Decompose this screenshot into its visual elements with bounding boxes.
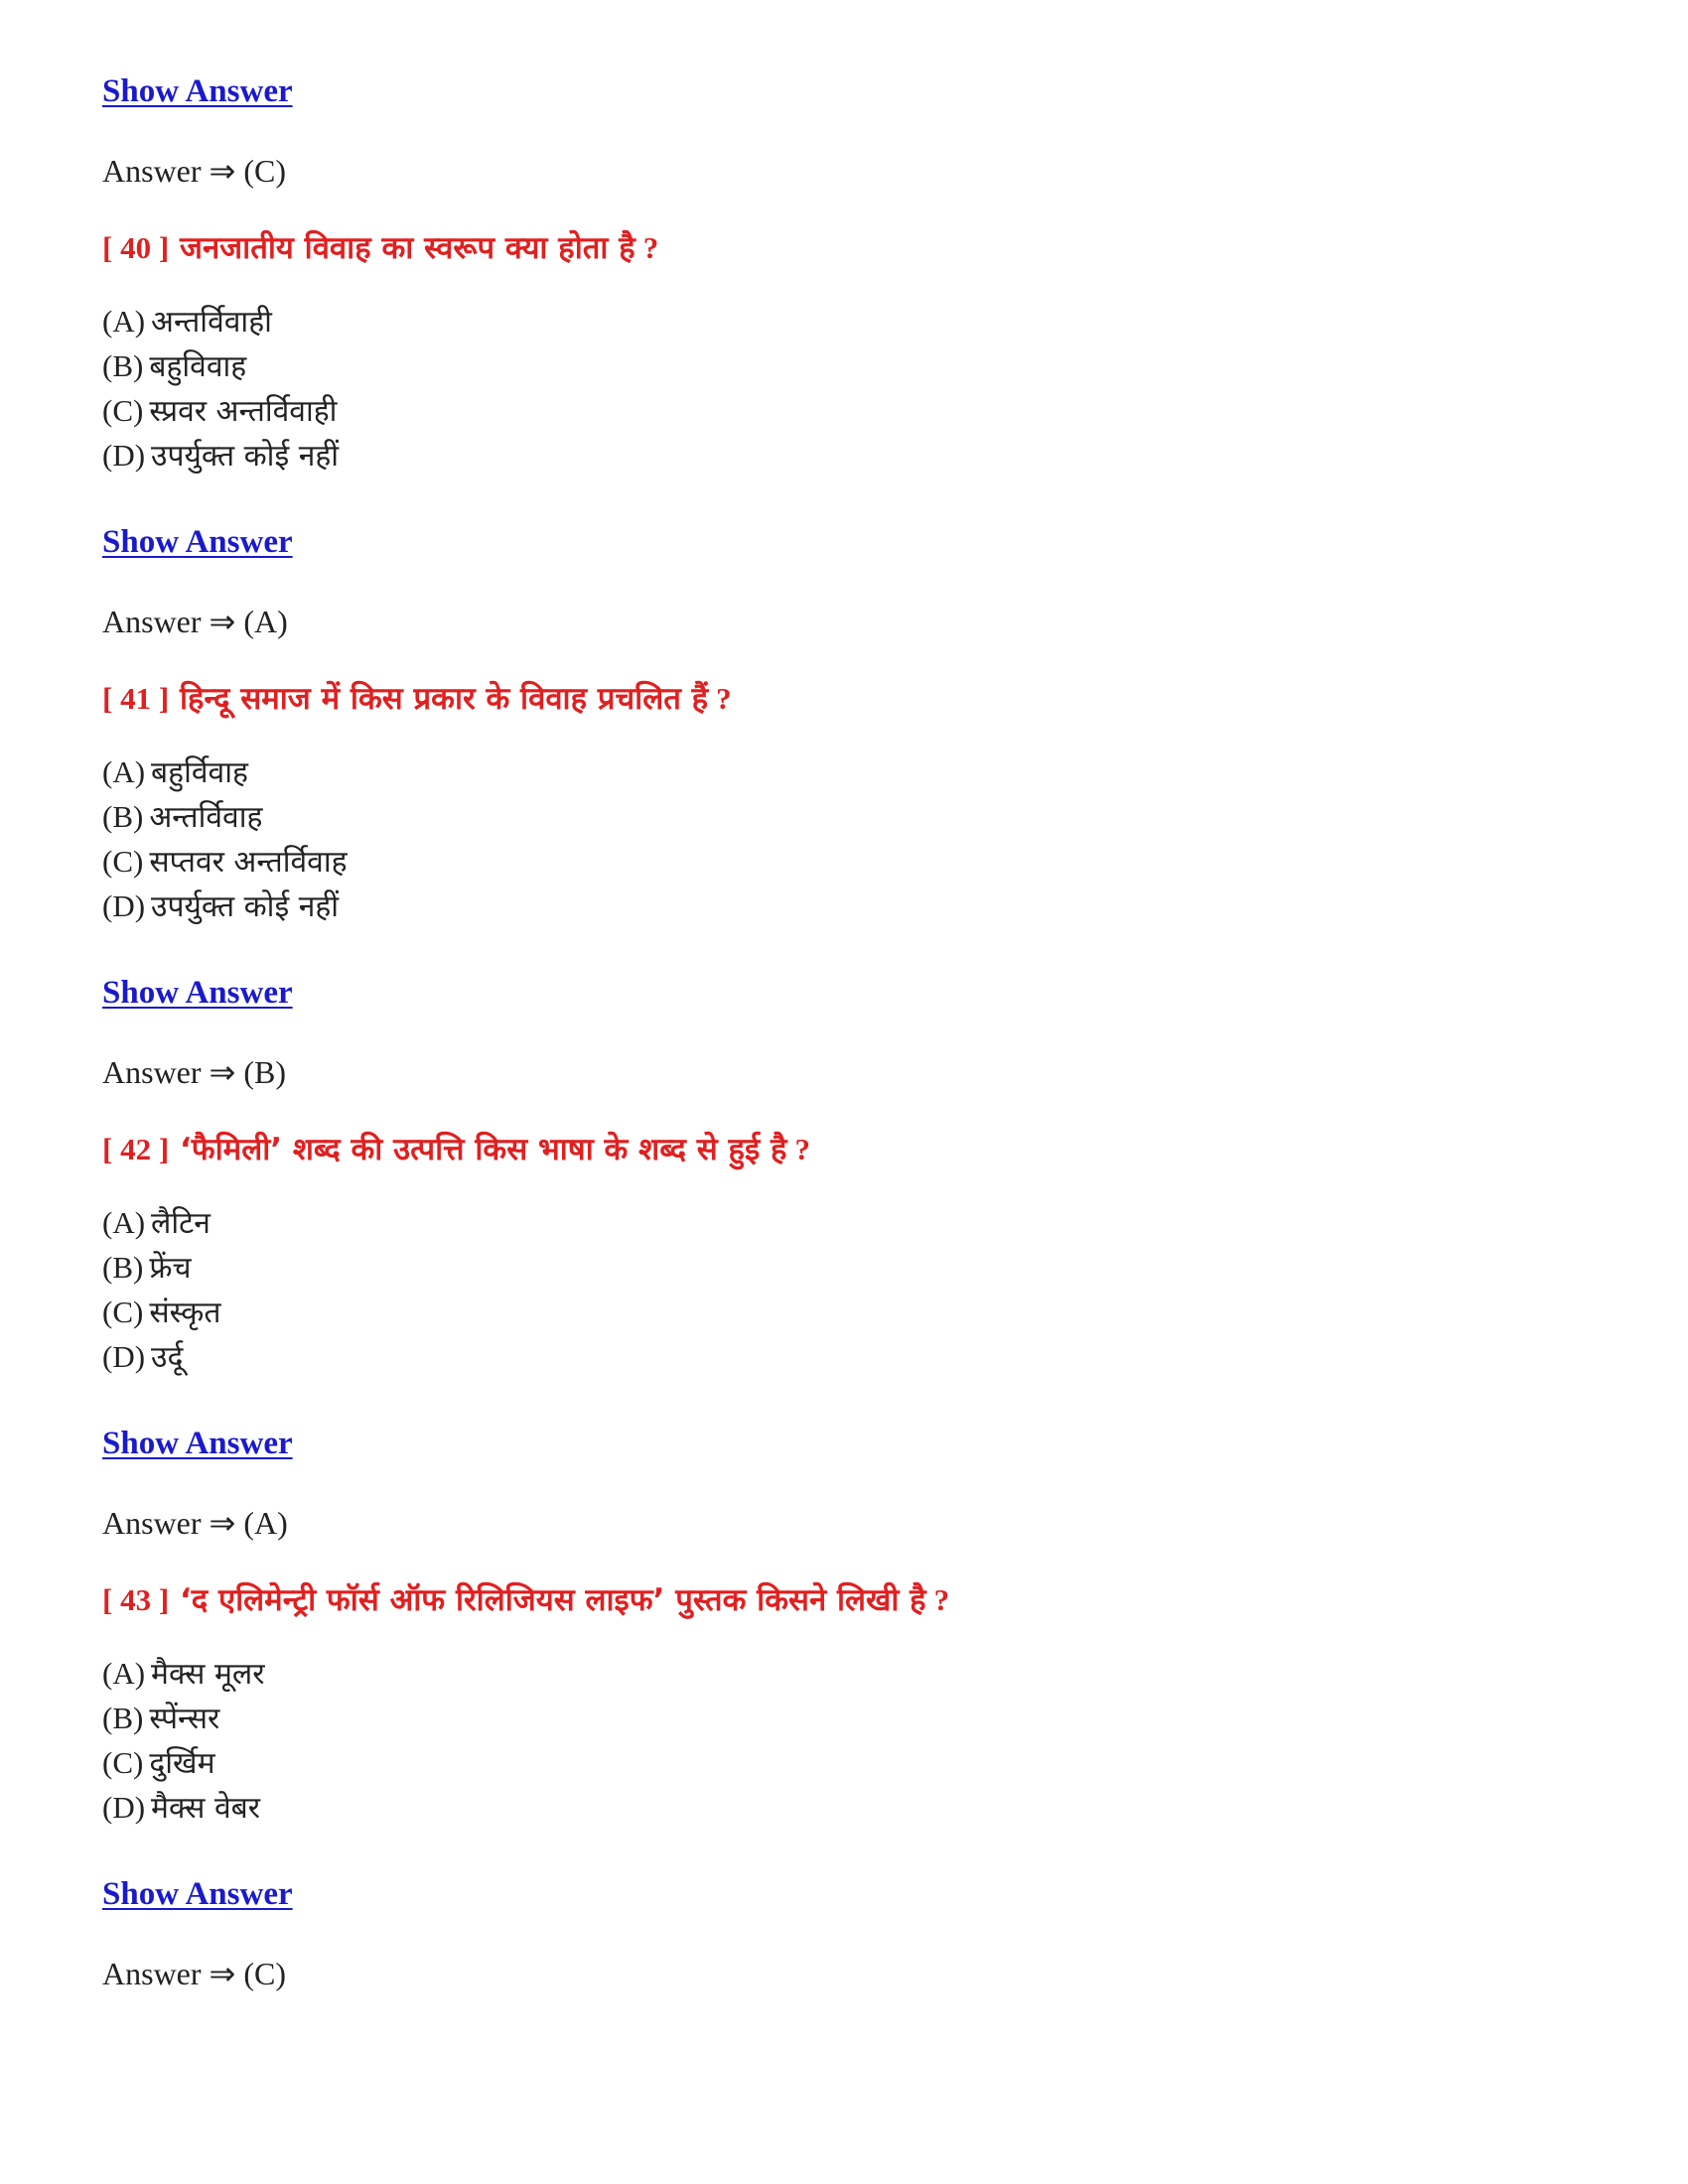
option-b [102,795,1592,840]
option-text: संस्कृत [149,1296,221,1330]
question-mark: ? [716,681,732,716]
show-answer-link[interactable]: Show Answer [102,524,293,560]
option-b [102,1246,1592,1291]
option-key: (C) [102,1295,144,1329]
option-a [102,1652,1592,1697]
option-text: सप्तवर अन्तर्विवाह [149,845,348,880]
answer-text: Answer ⇒ (A) [102,604,288,639]
question-mark: ? [933,1582,950,1617]
answer-text: Answer ⇒ (B) [102,1054,286,1090]
option-c [102,389,1592,434]
option-b [102,1697,1592,1741]
option-key: (D) [102,1339,146,1374]
options-list [102,300,1592,478]
option-text: फ्रेंच [149,1251,192,1286]
question-text: ‘फैमिली’ शब्द की उत्पत्ति किस भाषा के शब्द से हुई है [179,1132,787,1167]
option-text: बहुर्विवाह [151,755,248,790]
options-list [102,1201,1592,1380]
question-heading [102,1578,1592,1622]
option-key: (A) [102,304,146,339]
question-text: ‘द एलिमेन्ट्री फॉर्स ऑफ रिलिजियस लाइफ’ पुस्तक किसने लिखी है [179,1582,926,1618]
question-heading [102,226,1592,270]
option-key: (B) [102,348,144,383]
show-answer-link[interactable]: Show Answer [102,73,293,109]
question-number: [ 43 ] [102,1582,170,1617]
question-text: जनजातीय विवाह का स्वरूप क्या होता है [179,230,635,266]
answer-text: Answer ⇒ (C) [102,153,286,189]
option-a [102,751,1592,795]
option-a [102,300,1592,344]
question-mark: ? [642,230,659,265]
question-text: हिन्दू समाज में किस प्रकार के विवाह प्रचलित हैं [179,681,709,717]
option-text: अन्तर्विवाह [149,800,263,835]
option-key: (D) [102,888,146,923]
options-list [102,751,1592,929]
question-heading [102,1128,1592,1171]
option-text: स्पेंन्सर [149,1702,220,1736]
question-block [102,1578,1592,1993]
option-d [102,1335,1592,1380]
option-key: (A) [102,1205,146,1240]
option-text: उपर्युक्त कोई नहीं [151,889,340,924]
option-text: बहुविवाह [149,349,247,384]
option-key: (B) [102,1250,144,1285]
show-answer-link[interactable]: Show Answer [102,1426,293,1461]
option-d [102,434,1592,478]
option-key: (B) [102,1701,144,1735]
show-answer-link[interactable]: Show Answer [102,1876,293,1912]
answer-text: Answer ⇒ (C) [102,1956,286,1991]
option-key: (C) [102,1745,144,1780]
option-key: (C) [102,844,144,879]
option-text: उर्दू [151,1340,184,1375]
option-key: (B) [102,799,144,834]
option-text: मैक्स मूलर [151,1657,265,1692]
option-text: लैटिन [151,1206,211,1241]
question-heading [102,677,1592,721]
quiz-page [102,71,1592,1993]
question-number: [ 40 ] [102,230,170,265]
option-key: (A) [102,1656,146,1691]
option-a [102,1201,1592,1246]
option-key: (A) [102,754,146,789]
option-text: स्प्रवर अन्तर्विवाही [149,394,338,429]
option-c [102,1741,1592,1786]
options-list [102,1652,1592,1831]
option-text: अन्तर्विवाही [151,305,272,340]
question-mark: ? [794,1132,810,1166]
answer-text: Answer ⇒ (A) [102,1505,288,1541]
option-text: दुर्खिम [149,1746,215,1781]
option-text: मैक्स वेबर [151,1791,261,1826]
option-key: (D) [102,1790,146,1825]
option-key: (C) [102,393,144,428]
question-block [102,226,1592,641]
question-block [102,677,1592,1092]
option-c [102,1291,1592,1335]
question-number: [ 42 ] [102,1132,170,1166]
question-number: [ 41 ] [102,681,170,716]
question-block [102,1128,1592,1543]
show-answer-link[interactable]: Show Answer [102,975,293,1011]
option-c [102,840,1592,885]
option-b [102,344,1592,389]
option-d [102,885,1592,929]
option-key: (D) [102,438,146,473]
option-text: उपर्युक्त कोई नहीं [151,439,340,474]
option-d [102,1786,1592,1831]
